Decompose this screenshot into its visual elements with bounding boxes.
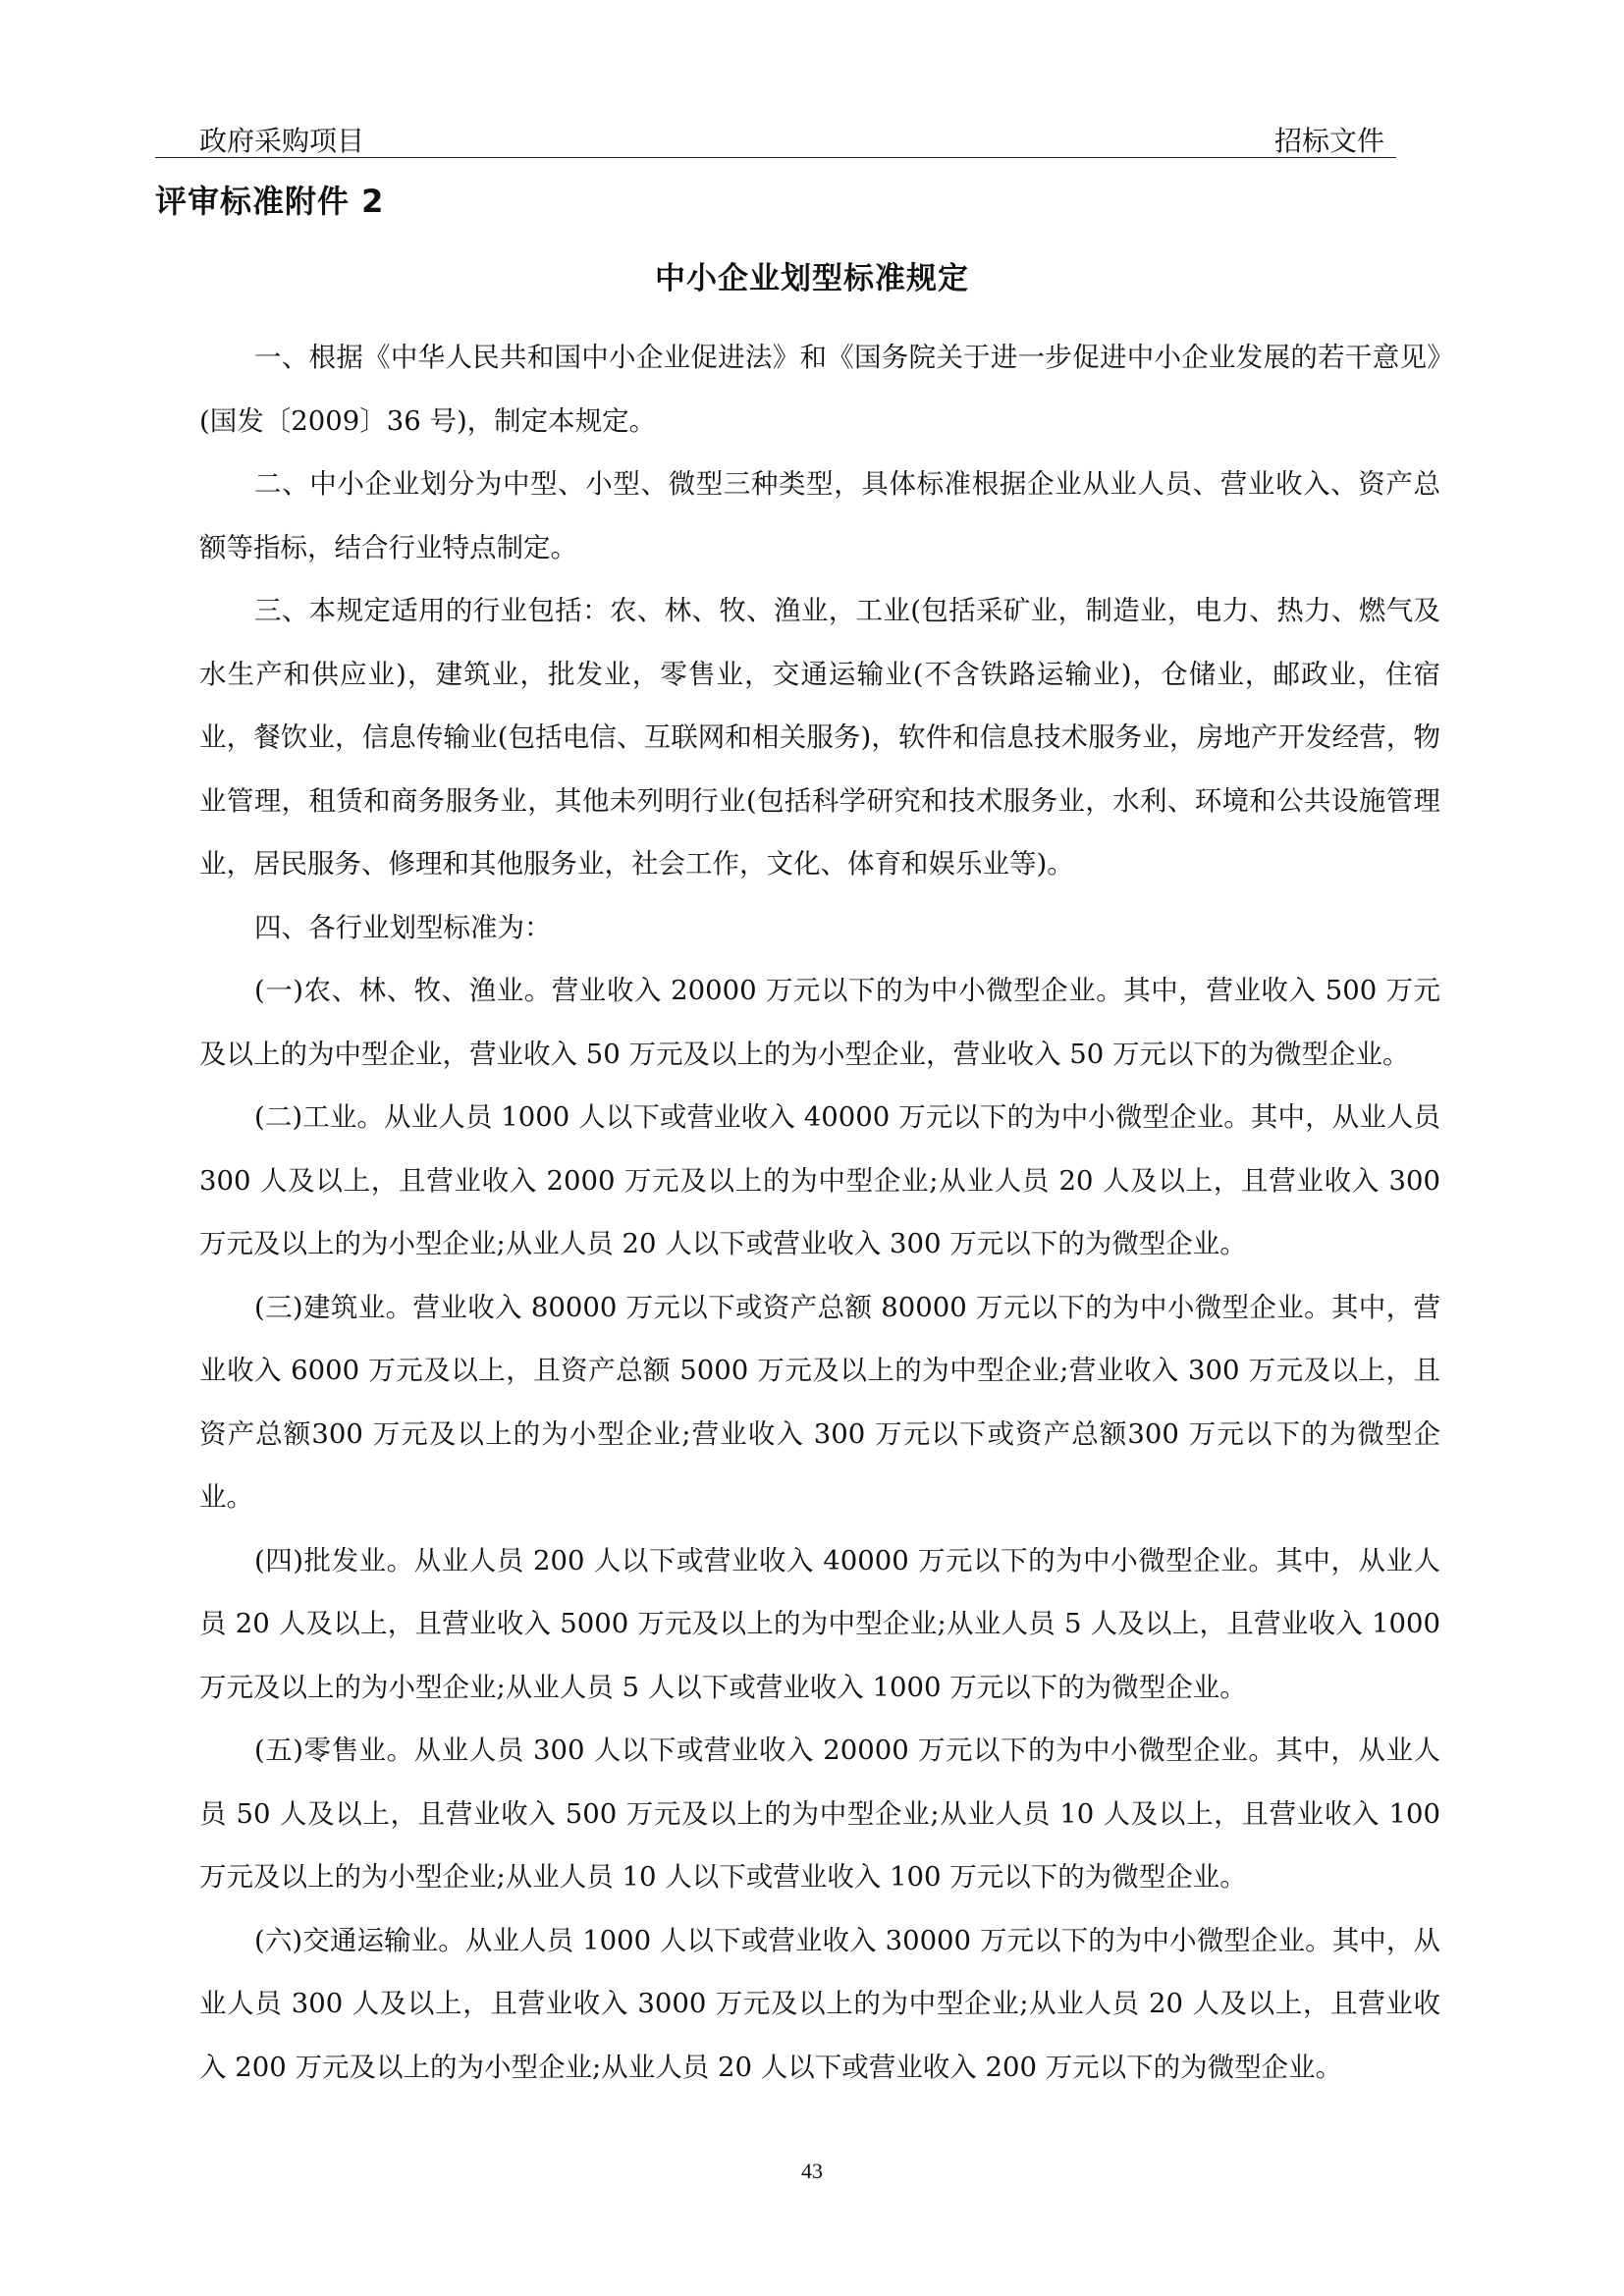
document-body [199,326,1440,2099]
paragraph-1-legal-basis: 一、根据《中华人民共和国中小企业促进法》和《国务院关于进一步促进中小企业发展的若干意见》(国发〔2009〕36 号)，制定本规定。 [199,342,1440,437]
paragraph-construction: (三)建筑业。营业收入 80000 万元以下或资产总额 80000 万元以下的为中小微型企业。其中，营业收入 6000 万元及以上，且资产总额 5000 万元及以上的为中型企业;营业收入 300 万元及以上，且资产总额300 万元及以上的为小型企业;营业收入 300 万元以下或资产总额300 万元以下的为微型企业。 [199,1291,1440,1513]
page-header [155,118,1396,158]
paragraph-4-standards-intro: 四、各行业划型标准为： [254,911,552,943]
document-title: 中小企业划型标准规定 [655,261,969,296]
annex-title: 评审标准附件 2 [155,183,385,220]
paragraph-3-applicable-industries: 三、本规定适用的行业包括：农、林、牧、渔业，工业(包括采矿业，制造业，电力、热力、燃气及水生产和供应业)，建筑业，批发业，零售业，交通运输业(不含铁路运输业)，仓储业，邮政业，住宿业，餐饮业，信息传输业(包括电信、互联网和相关服务)，软件和信息技术服务业，房地产开发经营，物业管理，租赁和商务服务业，其他未列明行业(包括科学研究和技术服务业，水利、环境和公共设施管理业，居民服务、修理和其他服务业，社会工作，文化、体育和娱乐业等)。 [199,595,1440,880]
header-document-type: 招标文件 [1273,125,1384,157]
paragraph-transportation: (六)交通运输业。从业人员 1000 人以下或营业收入 30000 万元以下的为中小微型企业。其中，从业人员 300 人及以上，且营业收入 3000 万元及以上的为中型企业;从业人员 20 人及以上，且营业收入 200 万元及以上的为小型企业;从业人员 20 人以下或营业收入 200 万元以下的为微型企业。 [199,1924,1440,2083]
paragraph-agriculture: (一)农、林、牧、渔业。营业收入 20000 万元以下的为中小微型企业。其中，营业收入 500 万元及以上的为中型企业，营业收入 50 万元及以上的为小型企业，营业收入 50 万元以下的为微型企业。 [199,975,1440,1070]
paragraph-2-classification: 二、中小企业划分为中型、小型、微型三种类型，具体标准根据企业从业人员、营业收入、资产总额等指标，结合行业特点制定。 [199,468,1440,563]
paragraph-retail: (五)零售业。从业人员 300 人以下或营业收入 20000 万元以下的为中小微型企业。其中，从业人员 50 人及以上，且营业收入 500 万元及以上的为中型企业;从业人员 10 人及以上，且营业收入 100 万元及以上的为小型企业;从业人员 10 人以下或营业收入 100 万元以下的为微型企业。 [199,1735,1440,1893]
paragraph-industry: (二)工业。从业人员 1000 人以下或营业收入 40000 万元以下的为中小微型企业。其中，从业人员 300 人及以上，且营业收入 2000 万元及以上的为中型企业;从业人员 20 人及以上，且营业收入 300 万元及以上的为小型企业;从业人员 20 人以下或营业收入 300 万元以下的为微型企业。 [199,1101,1440,1259]
page-number: 43 [801,2159,823,2183]
header-project-type: 政府采购项目 [199,125,365,157]
paragraph-wholesale: (四)批发业。从业人员 200 人以下或营业收入 40000 万元以下的为中小微型企业。其中，从业人员 20 人及以上，且营业收入 5000 万元及以上的为中型企业;从业人员 5 人及以上，且营业收入 1000 万元及以上的为小型企业;从业人员 5 人以下或营业收入 1000 万元以下的为微型企业。 [199,1544,1440,1703]
